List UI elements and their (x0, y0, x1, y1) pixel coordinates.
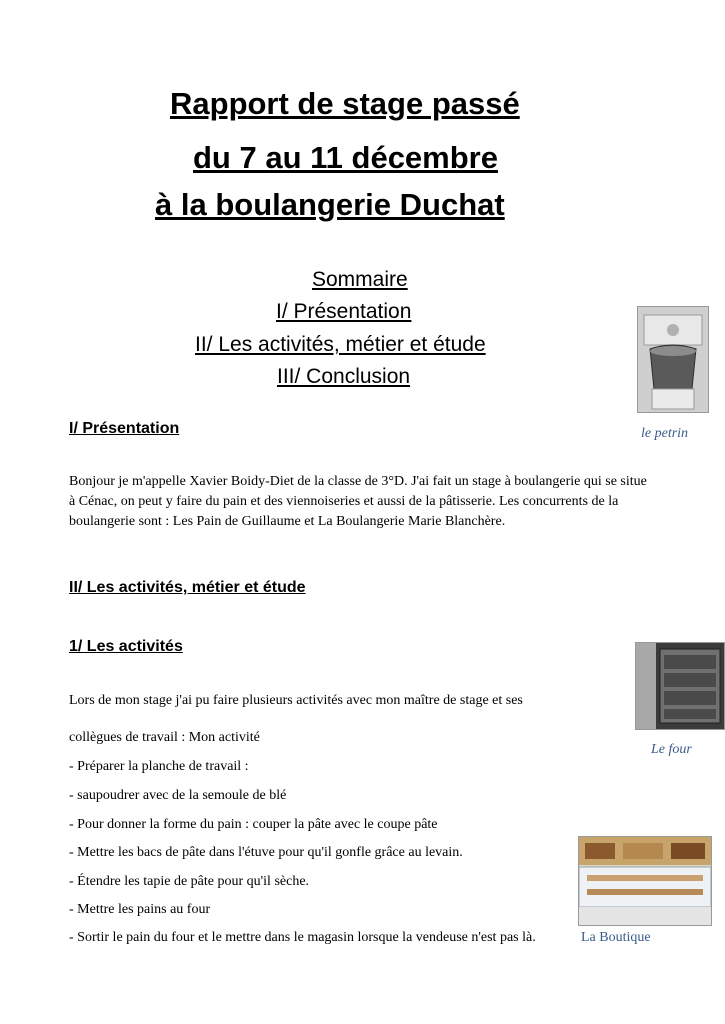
presentation-text: Bonjour je m'appelle Xavier Boidy-Diet de la classe de 3°D. J'ai fait un stage à boulangerie qui se situe à Cénac, on peut y faire du pain et des viennoiseries et aussi de la pâtisserie. Les concurrents de la boulangerie sont : Les Pain de Guillaume et La Boulangerie Marie Blanchère. (69, 474, 647, 529)
activites-intro-line-1: Lors de mon stage j'ai pu faire plusieurs activités avec mon maître de stage et ses (69, 693, 523, 708)
activites-intro-line-2: collègues de travail : Mon activité (69, 730, 260, 745)
sommaire-item-activites: II/ Les activités, métier et étude (195, 333, 486, 356)
title-line-3: à la boulangerie Duchat (155, 187, 505, 222)
boutique-image (578, 836, 712, 926)
shop-illustration (579, 837, 711, 925)
sommaire-item-presentation: I/ Présentation (276, 300, 412, 323)
presentation-heading: I/ Présentation (69, 420, 180, 437)
mixer-illustration (638, 307, 708, 412)
title-line-2: du 7 au 11 décembre (193, 140, 498, 175)
activity-item: - Mettre les bacs de pâte dans l'étuve pour qu'il gonfle grâce au levain. (69, 845, 463, 860)
activity-item: - saupoudrer avec de la semoule de blé (69, 788, 287, 803)
activites-subheading: 1/ Les activités (69, 638, 183, 655)
sommaire-heading: Sommaire (312, 268, 408, 291)
activity-item: - Pour donner la forme du pain : couper la pâte avec le coupe pâte (69, 817, 438, 832)
four-image (635, 642, 725, 730)
activites-heading: II/ Les activités, métier et étude (69, 579, 306, 596)
sommaire-item-conclusion: III/ Conclusion (277, 365, 411, 388)
activity-item: - Sortir le pain du four et le mettre dans le magasin lorsque la vendeuse n'est pas là. (69, 930, 536, 945)
activity-item: - Mettre les pains au four (69, 902, 211, 917)
title-line-1: Rapport de stage passé (170, 86, 520, 121)
boutique-caption: La Boutique (581, 930, 651, 945)
activity-item: - Étendre les tapie de pâte pour qu'il sèche. (69, 874, 310, 889)
petrin-caption: le petrin (641, 426, 689, 441)
oven-illustration (636, 643, 724, 729)
four-caption: Le four (651, 742, 692, 757)
activity-item: - Préparer la planche de travail : (69, 759, 249, 774)
petrin-image (637, 306, 709, 413)
